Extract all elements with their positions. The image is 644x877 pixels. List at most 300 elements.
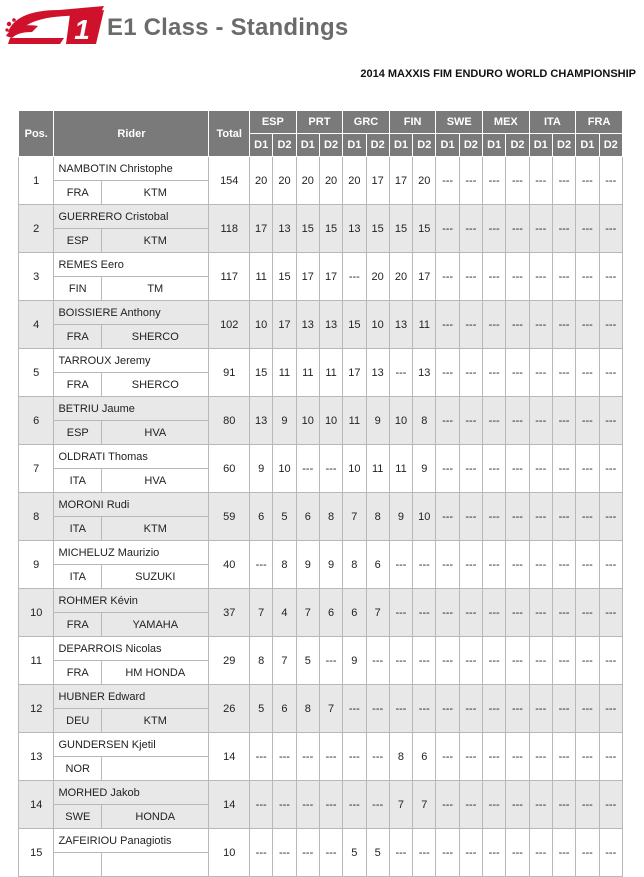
- score-cell: ---: [529, 253, 552, 301]
- score-cell: ---: [483, 733, 506, 781]
- col-header-rider: Rider: [54, 111, 209, 157]
- score-cell: ---: [389, 637, 412, 685]
- score-cell: ---: [506, 397, 529, 445]
- rider-name-cell: BOISSIERE Anthony: [54, 301, 209, 325]
- score-cell: 9: [389, 493, 412, 541]
- score-cell: ---: [459, 349, 482, 397]
- position-cell: 5: [19, 349, 54, 397]
- table-row: [19, 301, 623, 325]
- total-points-cell: 117: [209, 253, 250, 301]
- position-cell: 2: [19, 205, 54, 253]
- table-row: [19, 781, 623, 805]
- bike-cell: HONDA: [102, 805, 209, 829]
- score-cell: 5: [343, 829, 366, 877]
- event-header-fra: FRA: [576, 111, 623, 134]
- score-cell: ---: [552, 205, 575, 253]
- score-cell: ---: [529, 781, 552, 829]
- score-cell: ---: [250, 733, 273, 781]
- nation-cell: FRA: [54, 661, 102, 685]
- score-cell: 20: [273, 157, 296, 205]
- score-cell: ---: [599, 205, 622, 253]
- score-cell: 6: [366, 541, 389, 589]
- score-cell: ---: [529, 349, 552, 397]
- score-cell: ---: [343, 733, 366, 781]
- score-cell: ---: [576, 541, 599, 589]
- score-cell: 6: [343, 589, 366, 637]
- score-cell: ---: [506, 301, 529, 349]
- score-cell: 20: [296, 157, 319, 205]
- score-cell: ---: [436, 349, 459, 397]
- score-cell: ---: [506, 829, 529, 877]
- score-cell: 17: [389, 157, 412, 205]
- score-cell: 8: [296, 685, 319, 733]
- score-cell: 7: [366, 589, 389, 637]
- score-cell: ---: [343, 781, 366, 829]
- position-cell: 1: [19, 157, 54, 205]
- rider-name-cell: ROHMER Kévin: [54, 589, 209, 613]
- nation-cell: SWE: [54, 805, 102, 829]
- event-header-prt: PRT: [296, 111, 343, 134]
- score-cell: ---: [459, 205, 482, 253]
- nation-cell: NOR: [54, 757, 102, 781]
- score-cell: ---: [459, 301, 482, 349]
- score-cell: 8: [389, 733, 412, 781]
- score-cell: 9: [319, 541, 342, 589]
- score-cell: 9: [273, 397, 296, 445]
- score-cell: 13: [319, 301, 342, 349]
- score-cell: ---: [413, 829, 436, 877]
- nation-cell: ESP: [54, 421, 102, 445]
- score-cell: 9: [250, 445, 273, 493]
- day-header-d2: D2: [413, 134, 436, 157]
- total-points-cell: 29: [209, 637, 250, 685]
- table-row: [19, 493, 623, 517]
- score-cell: 7: [389, 781, 412, 829]
- score-cell: ---: [483, 781, 506, 829]
- score-cell: 13: [273, 205, 296, 253]
- score-cell: 13: [366, 349, 389, 397]
- total-points-cell: 91: [209, 349, 250, 397]
- score-cell: 17: [296, 253, 319, 301]
- score-cell: 5: [273, 493, 296, 541]
- rider-name-cell: DEPARROIS Nicolas: [54, 637, 209, 661]
- score-cell: ---: [436, 157, 459, 205]
- bike-cell: KTM: [102, 181, 209, 205]
- score-cell: 15: [389, 205, 412, 253]
- score-cell: ---: [413, 541, 436, 589]
- day-header-d2: D2: [506, 134, 529, 157]
- score-cell: ---: [483, 349, 506, 397]
- day-header-d1: D1: [250, 134, 273, 157]
- score-cell: 5: [366, 829, 389, 877]
- score-cell: ---: [599, 445, 622, 493]
- table-row: [19, 589, 623, 613]
- score-cell: 4: [273, 589, 296, 637]
- score-cell: 7: [319, 685, 342, 733]
- score-cell: ---: [389, 589, 412, 637]
- nation-cell: FIN: [54, 277, 102, 301]
- score-cell: ---: [459, 781, 482, 829]
- score-cell: ---: [506, 589, 529, 637]
- position-cell: 13: [19, 733, 54, 781]
- score-cell: 13: [343, 205, 366, 253]
- score-cell: ---: [250, 829, 273, 877]
- position-cell: 7: [19, 445, 54, 493]
- position-cell: 10: [19, 589, 54, 637]
- score-cell: 8: [250, 637, 273, 685]
- score-cell: ---: [599, 253, 622, 301]
- day-header-d2: D2: [319, 134, 342, 157]
- score-cell: ---: [483, 157, 506, 205]
- bike-cell: KTM: [102, 229, 209, 253]
- score-cell: 5: [296, 637, 319, 685]
- score-cell: ---: [529, 397, 552, 445]
- score-cell: ---: [506, 253, 529, 301]
- total-points-cell: 80: [209, 397, 250, 445]
- score-cell: ---: [576, 445, 599, 493]
- score-cell: 8: [319, 493, 342, 541]
- score-cell: ---: [366, 733, 389, 781]
- day-header-d1: D1: [483, 134, 506, 157]
- position-cell: 9: [19, 541, 54, 589]
- position-cell: 14: [19, 781, 54, 829]
- score-cell: 8: [366, 493, 389, 541]
- total-points-cell: 60: [209, 445, 250, 493]
- table-row: [19, 829, 623, 853]
- total-points-cell: 10: [209, 829, 250, 877]
- score-cell: ---: [459, 589, 482, 637]
- day-header-d1: D1: [529, 134, 552, 157]
- score-cell: ---: [366, 781, 389, 829]
- score-cell: ---: [529, 493, 552, 541]
- rider-name-cell: BETRIU Jaume: [54, 397, 209, 421]
- score-cell: ---: [552, 829, 575, 877]
- score-cell: 15: [413, 205, 436, 253]
- score-cell: ---: [483, 637, 506, 685]
- table-header: [19, 111, 623, 157]
- score-cell: ---: [483, 589, 506, 637]
- total-points-cell: 26: [209, 685, 250, 733]
- score-cell: ---: [343, 685, 366, 733]
- score-cell: ---: [273, 733, 296, 781]
- score-cell: ---: [436, 685, 459, 733]
- score-cell: ---: [413, 637, 436, 685]
- rider-name-cell: HUBNER Edward: [54, 685, 209, 709]
- score-cell: ---: [576, 685, 599, 733]
- score-cell: ---: [250, 541, 273, 589]
- score-cell: ---: [599, 781, 622, 829]
- day-header-d1: D1: [296, 134, 319, 157]
- score-cell: 7: [273, 637, 296, 685]
- score-cell: ---: [576, 781, 599, 829]
- score-cell: ---: [483, 541, 506, 589]
- score-cell: 10: [343, 445, 366, 493]
- score-cell: 10: [273, 445, 296, 493]
- score-cell: ---: [296, 829, 319, 877]
- score-cell: ---: [552, 637, 575, 685]
- score-cell: ---: [599, 637, 622, 685]
- nation-cell: [54, 853, 102, 877]
- position-cell: 3: [19, 253, 54, 301]
- score-cell: ---: [296, 781, 319, 829]
- score-cell: ---: [366, 685, 389, 733]
- day-header-d1: D1: [343, 134, 366, 157]
- nation-cell: FRA: [54, 181, 102, 205]
- championship-subtitle: 2014 MAXXIS FIM ENDURO WORLD CHAMPIONSHIP: [360, 68, 636, 80]
- score-cell: ---: [319, 637, 342, 685]
- score-cell: ---: [459, 157, 482, 205]
- score-cell: 10: [413, 493, 436, 541]
- score-cell: 10: [250, 301, 273, 349]
- score-cell: ---: [552, 397, 575, 445]
- score-cell: 8: [413, 397, 436, 445]
- score-cell: 11: [366, 445, 389, 493]
- position-cell: 4: [19, 301, 54, 349]
- table-row: [19, 637, 623, 661]
- score-cell: 10: [296, 397, 319, 445]
- bike-cell: YAMAHA: [102, 613, 209, 637]
- score-cell: ---: [459, 637, 482, 685]
- total-points-cell: 59: [209, 493, 250, 541]
- score-cell: ---: [529, 445, 552, 493]
- event-header-ita: ITA: [529, 111, 576, 134]
- score-cell: 20: [366, 253, 389, 301]
- score-cell: ---: [366, 637, 389, 685]
- score-cell: ---: [436, 397, 459, 445]
- table-row: [19, 445, 623, 469]
- score-cell: 11: [389, 445, 412, 493]
- score-cell: ---: [576, 397, 599, 445]
- score-cell: 9: [366, 397, 389, 445]
- svg-text:1: 1: [74, 14, 90, 45]
- score-cell: ---: [459, 733, 482, 781]
- score-cell: ---: [389, 349, 412, 397]
- score-cell: ---: [552, 445, 575, 493]
- score-cell: ---: [552, 349, 575, 397]
- score-cell: ---: [506, 685, 529, 733]
- score-cell: 6: [273, 685, 296, 733]
- score-cell: ---: [483, 397, 506, 445]
- score-cell: ---: [389, 685, 412, 733]
- rider-name-cell: MORHED Jakob: [54, 781, 209, 805]
- position-cell: 15: [19, 829, 54, 877]
- position-cell: 11: [19, 637, 54, 685]
- score-cell: ---: [599, 493, 622, 541]
- table-row: [19, 253, 623, 277]
- score-cell: ---: [529, 685, 552, 733]
- score-cell: 11: [343, 397, 366, 445]
- nation-cell: DEU: [54, 709, 102, 733]
- score-cell: ---: [599, 541, 622, 589]
- score-cell: 20: [343, 157, 366, 205]
- score-cell: ---: [552, 589, 575, 637]
- score-cell: ---: [552, 301, 575, 349]
- page-title: E1 Class - Standings: [107, 14, 349, 41]
- total-points-cell: 37: [209, 589, 250, 637]
- total-points-cell: 154: [209, 157, 250, 205]
- bike-cell: HVA: [102, 421, 209, 445]
- score-cell: ---: [459, 685, 482, 733]
- score-cell: ---: [436, 493, 459, 541]
- day-header-d2: D2: [273, 134, 296, 157]
- bike-cell: SHERCO: [102, 325, 209, 349]
- score-cell: ---: [436, 253, 459, 301]
- score-cell: 7: [343, 493, 366, 541]
- bike-cell: SUZUKI: [102, 565, 209, 589]
- score-cell: ---: [576, 637, 599, 685]
- position-cell: 8: [19, 493, 54, 541]
- score-cell: 20: [389, 253, 412, 301]
- score-cell: 17: [343, 349, 366, 397]
- nation-cell: ITA: [54, 517, 102, 541]
- event-header-esp: ESP: [250, 111, 297, 134]
- score-cell: 7: [250, 589, 273, 637]
- bike-cell: HM HONDA: [102, 661, 209, 685]
- total-points-cell: 14: [209, 733, 250, 781]
- score-cell: 20: [413, 157, 436, 205]
- score-cell: 17: [413, 253, 436, 301]
- score-cell: ---: [529, 157, 552, 205]
- table-row: [19, 541, 623, 565]
- score-cell: ---: [506, 781, 529, 829]
- score-cell: ---: [599, 685, 622, 733]
- rider-name-cell: ZAFEIRIOU Panagiotis: [54, 829, 209, 853]
- score-cell: ---: [552, 685, 575, 733]
- table-row: [19, 349, 623, 373]
- score-cell: 5: [250, 685, 273, 733]
- score-cell: ---: [389, 829, 412, 877]
- score-cell: ---: [413, 589, 436, 637]
- score-cell: 8: [273, 541, 296, 589]
- score-cell: 15: [250, 349, 273, 397]
- score-cell: ---: [273, 781, 296, 829]
- total-points-cell: 102: [209, 301, 250, 349]
- table-row: [19, 685, 623, 709]
- rider-name-cell: REMES Eero: [54, 253, 209, 277]
- score-cell: ---: [483, 205, 506, 253]
- bike-cell: [102, 853, 209, 877]
- rider-name-cell: MORONI Rudi: [54, 493, 209, 517]
- nation-cell: FRA: [54, 613, 102, 637]
- score-cell: ---: [389, 541, 412, 589]
- score-cell: ---: [273, 829, 296, 877]
- score-cell: ---: [343, 253, 366, 301]
- score-cell: 15: [366, 205, 389, 253]
- score-cell: ---: [576, 589, 599, 637]
- score-cell: 10: [389, 397, 412, 445]
- score-cell: 6: [250, 493, 273, 541]
- score-cell: 11: [413, 301, 436, 349]
- score-cell: 7: [296, 589, 319, 637]
- score-cell: ---: [599, 829, 622, 877]
- score-cell: ---: [506, 205, 529, 253]
- table-row: [19, 205, 623, 229]
- score-cell: 17: [273, 301, 296, 349]
- day-header-d2: D2: [552, 134, 575, 157]
- score-cell: ---: [436, 637, 459, 685]
- score-cell: ---: [576, 301, 599, 349]
- score-cell: 10: [319, 397, 342, 445]
- score-cell: ---: [506, 445, 529, 493]
- score-cell: 15: [319, 205, 342, 253]
- score-cell: ---: [436, 733, 459, 781]
- score-cell: ---: [552, 541, 575, 589]
- event-header-grc: GRC: [343, 111, 390, 134]
- score-cell: 15: [296, 205, 319, 253]
- score-cell: ---: [599, 157, 622, 205]
- bike-cell: [102, 757, 209, 781]
- score-cell: ---: [576, 205, 599, 253]
- position-cell: 6: [19, 397, 54, 445]
- total-points-cell: 40: [209, 541, 250, 589]
- position-cell: 12: [19, 685, 54, 733]
- score-cell: ---: [436, 301, 459, 349]
- score-cell: 15: [273, 253, 296, 301]
- score-cell: ---: [483, 685, 506, 733]
- event-header-mex: MEX: [483, 111, 530, 134]
- score-cell: ---: [529, 301, 552, 349]
- score-cell: ---: [250, 781, 273, 829]
- score-cell: ---: [436, 829, 459, 877]
- score-cell: ---: [483, 301, 506, 349]
- total-points-cell: 118: [209, 205, 250, 253]
- score-cell: ---: [319, 829, 342, 877]
- rider-name-cell: GUNDERSEN Kjetil: [54, 733, 209, 757]
- rider-name-cell: MICHELUZ Maurizio: [54, 541, 209, 565]
- score-cell: ---: [506, 349, 529, 397]
- score-cell: ---: [436, 445, 459, 493]
- score-cell: ---: [319, 781, 342, 829]
- score-cell: ---: [459, 829, 482, 877]
- table-row: [19, 733, 623, 757]
- score-cell: ---: [599, 397, 622, 445]
- score-cell: ---: [506, 157, 529, 205]
- score-cell: ---: [529, 205, 552, 253]
- rider-name-cell: TARROUX Jeremy: [54, 349, 209, 373]
- score-cell: ---: [483, 829, 506, 877]
- day-header-d1: D1: [389, 134, 412, 157]
- score-cell: ---: [529, 589, 552, 637]
- score-cell: ---: [483, 253, 506, 301]
- score-cell: ---: [459, 541, 482, 589]
- score-cell: 20: [250, 157, 273, 205]
- table-row: [19, 397, 623, 421]
- score-cell: 9: [296, 541, 319, 589]
- event-header-fin: FIN: [389, 111, 436, 134]
- score-cell: ---: [599, 733, 622, 781]
- nation-cell: FRA: [54, 373, 102, 397]
- score-cell: ---: [576, 829, 599, 877]
- score-cell: 6: [319, 589, 342, 637]
- score-cell: 13: [389, 301, 412, 349]
- nation-cell: ESP: [54, 229, 102, 253]
- day-header-d2: D2: [599, 134, 622, 157]
- score-cell: 9: [343, 637, 366, 685]
- score-cell: ---: [506, 733, 529, 781]
- col-header-pos: Pos.: [19, 111, 54, 157]
- score-cell: ---: [436, 589, 459, 637]
- score-cell: 17: [366, 157, 389, 205]
- score-cell: ---: [319, 445, 342, 493]
- score-cell: ---: [459, 493, 482, 541]
- score-cell: ---: [459, 397, 482, 445]
- total-points-cell: 14: [209, 781, 250, 829]
- score-cell: 6: [413, 733, 436, 781]
- score-cell: ---: [483, 493, 506, 541]
- bike-cell: TM: [102, 277, 209, 301]
- score-cell: 11: [250, 253, 273, 301]
- score-cell: ---: [506, 493, 529, 541]
